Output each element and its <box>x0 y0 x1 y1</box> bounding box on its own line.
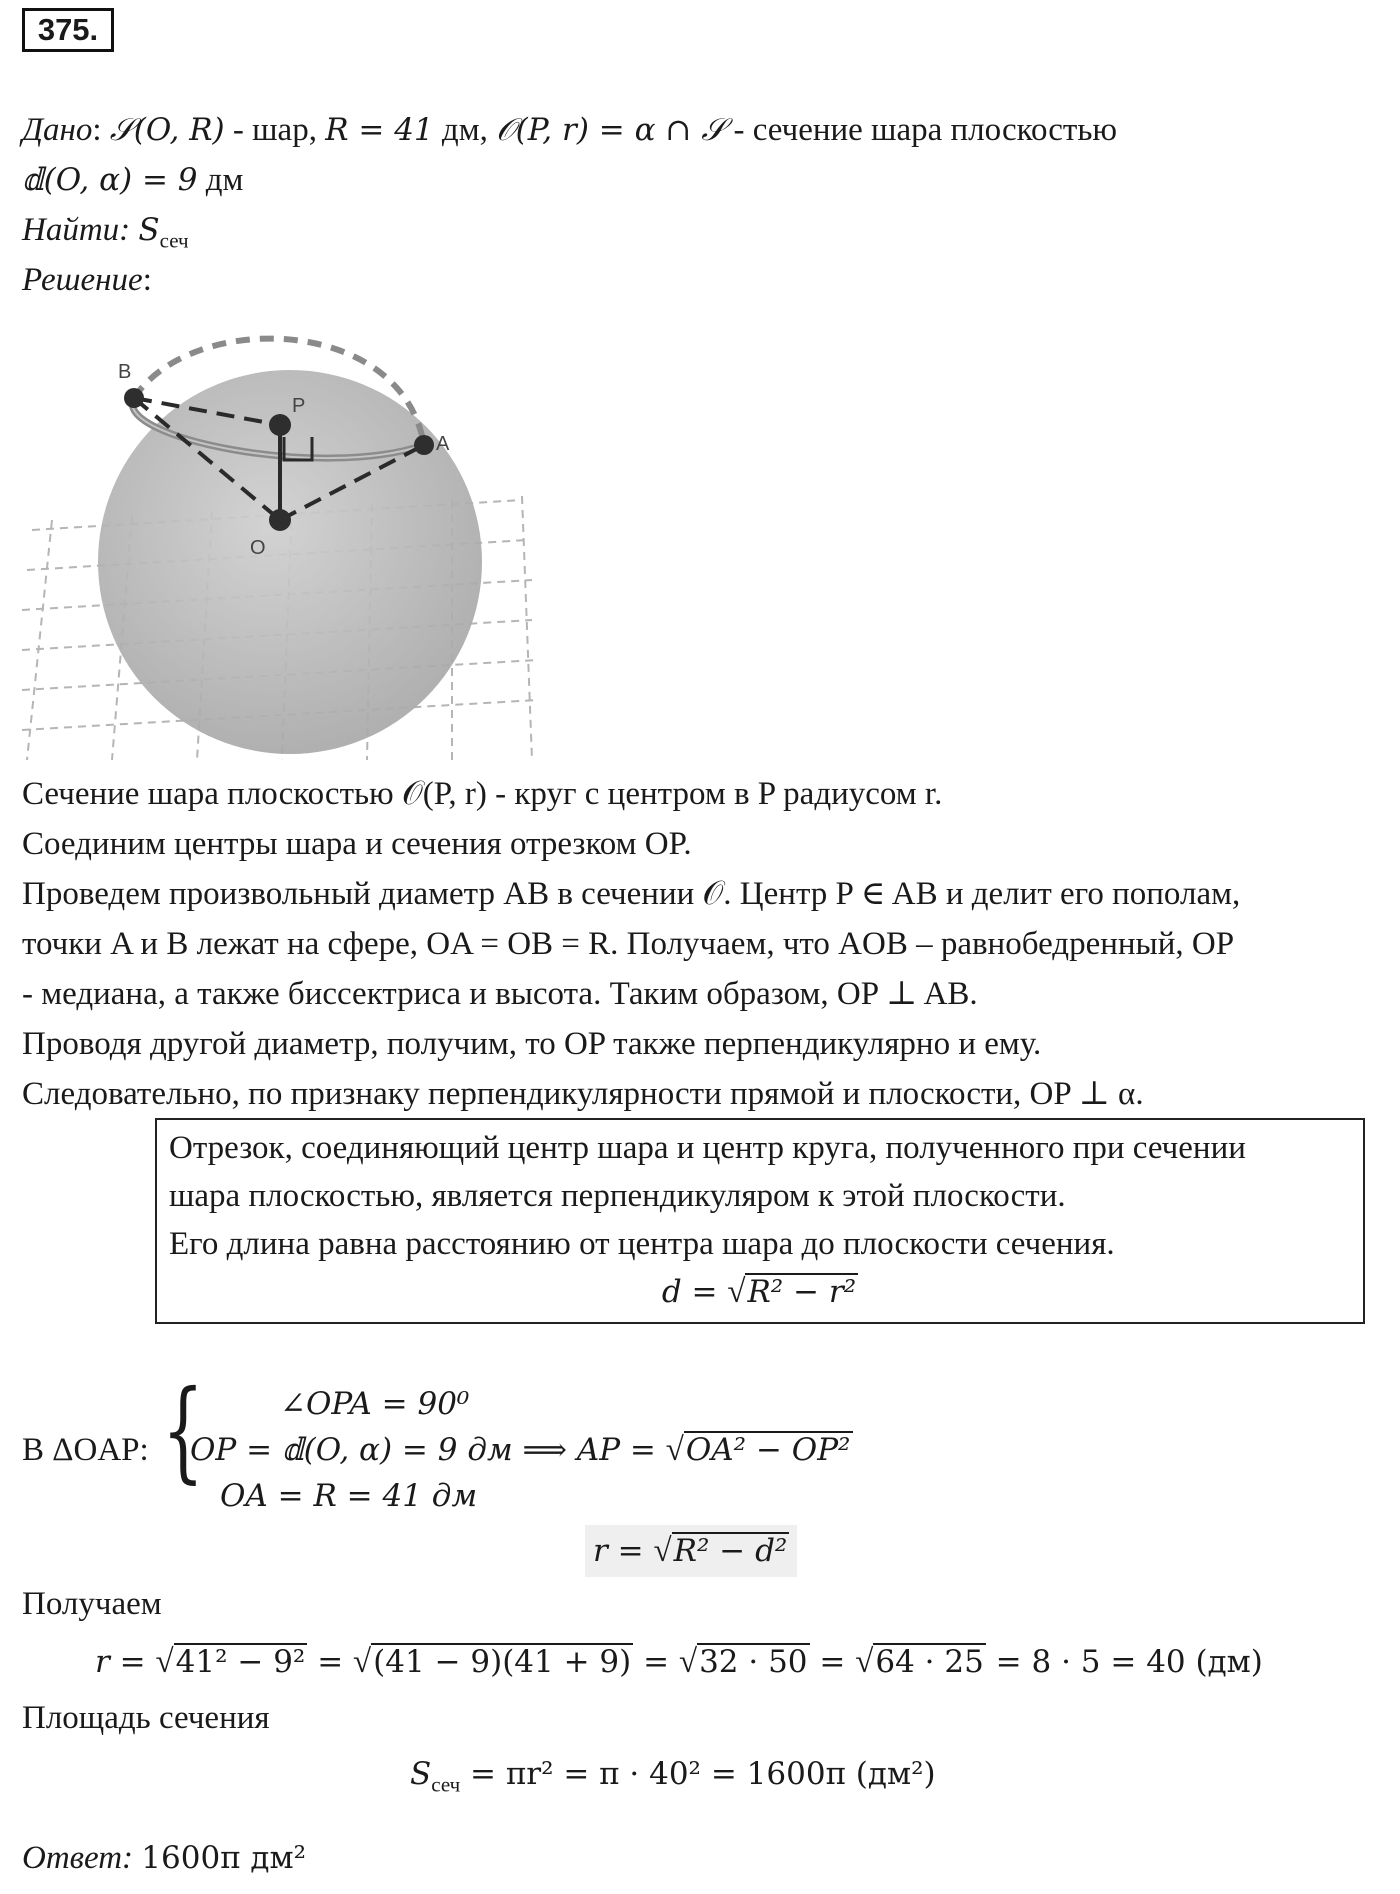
solution-label: Решение <box>22 262 143 298</box>
given-line-1: Дано: 𝒮(O, R) - шар, R = 41 дм, 𝒪(P, r) = α ∩ 𝒮 - сечение шара плоскостью <box>22 112 1118 148</box>
find-line: Найти: $S_{сеч}$ <box>22 212 189 253</box>
answer-value: 1600π дм² <box>141 1840 307 1876</box>
theorem-line-1: Отрезок, соединяющий центр шара и центр круга, полученного при сечении <box>169 1130 1246 1166</box>
point-B <box>124 388 144 408</box>
point-O <box>269 509 291 531</box>
given-label: Дано <box>22 112 93 148</box>
given-line-2: 𝕕(O, α) = 9 дм <box>22 162 244 198</box>
system-eq-2: OP = 𝕕(O, α) = 9 дм ⟹ AP = √OA² − OP² <box>190 1432 851 1468</box>
theorem-box <box>155 1118 1365 1324</box>
label-B: B <box>118 361 132 383</box>
system-eq-3: OA = R = 41 дм <box>220 1478 478 1514</box>
point-A <box>414 435 434 455</box>
sphere-section-figure <box>22 320 552 760</box>
get-label: Получаем <box>22 1586 162 1622</box>
label-O: O <box>250 537 266 559</box>
answer-label: Ответ: <box>22 1840 134 1876</box>
answer-line <box>22 1836 306 1880</box>
system-eq-1: ∠OPA = 90⁰ <box>280 1386 470 1422</box>
system-brace: { <box>162 1366 204 1494</box>
paragraph-2: Соединим центры шара и сечения отрезком OP. <box>22 826 692 862</box>
paragraph-4: точки A и B лежат на сфере, OA = OB = R. Получаем, что AOB – равнобедренный, OP <box>22 926 1235 962</box>
paragraph-1: Сечение шара плоскостью 𝒪(P, r) - круг с центром в P радиусом r. <box>22 776 943 812</box>
label-A: A <box>436 433 450 455</box>
solution-line: Решение: <box>22 262 152 298</box>
r-formula: r = √R² − d² <box>585 1525 797 1577</box>
theorem-line-3: Его длина равна расстоянию от центра шара до плоскости сечения. <box>169 1226 1115 1262</box>
label-P: P <box>292 395 306 417</box>
paragraph-7: Следовательно, по признаку перпендикулярности прямой и плоскости, OP ⊥ α. <box>22 1076 1144 1112</box>
system-prefix: В ΔOAP: <box>22 1432 149 1468</box>
r-calculation: r = √41² − 9² = √(41 − 9)(41 + 9) = √32 · 50 = √64 · 25 = 8 · 5 = 40 (дм) <box>95 1644 1263 1680</box>
area-formula: $S_{сеч} = \pi r^2 = \pi \cdot 40^2 = 1600\pi$ (дм²) <box>410 1756 936 1797</box>
point-P <box>269 414 291 436</box>
problem-number: 375. <box>22 8 114 52</box>
paragraph-3: Проведем произвольный диаметр AB в сечении 𝒪. Центр P ∈ AB и делит его пополам, <box>22 876 1241 912</box>
paragraph-6: Проводя другой диаметр, получим, то OP также перпендикулярно и ему. <box>22 1026 1042 1062</box>
theorem-formula: d = √R² − r² <box>661 1274 857 1310</box>
theorem-line-2: шара плоскостью, является перпендикуляром к этой плоскости. <box>169 1178 1066 1214</box>
area-label: Площадь сечения <box>22 1700 270 1736</box>
paragraph-5: - медиана, а также биссектриса и высота. Таким образом, OP ⊥ AB. <box>22 976 978 1012</box>
find-label: Найти: <box>22 212 131 248</box>
